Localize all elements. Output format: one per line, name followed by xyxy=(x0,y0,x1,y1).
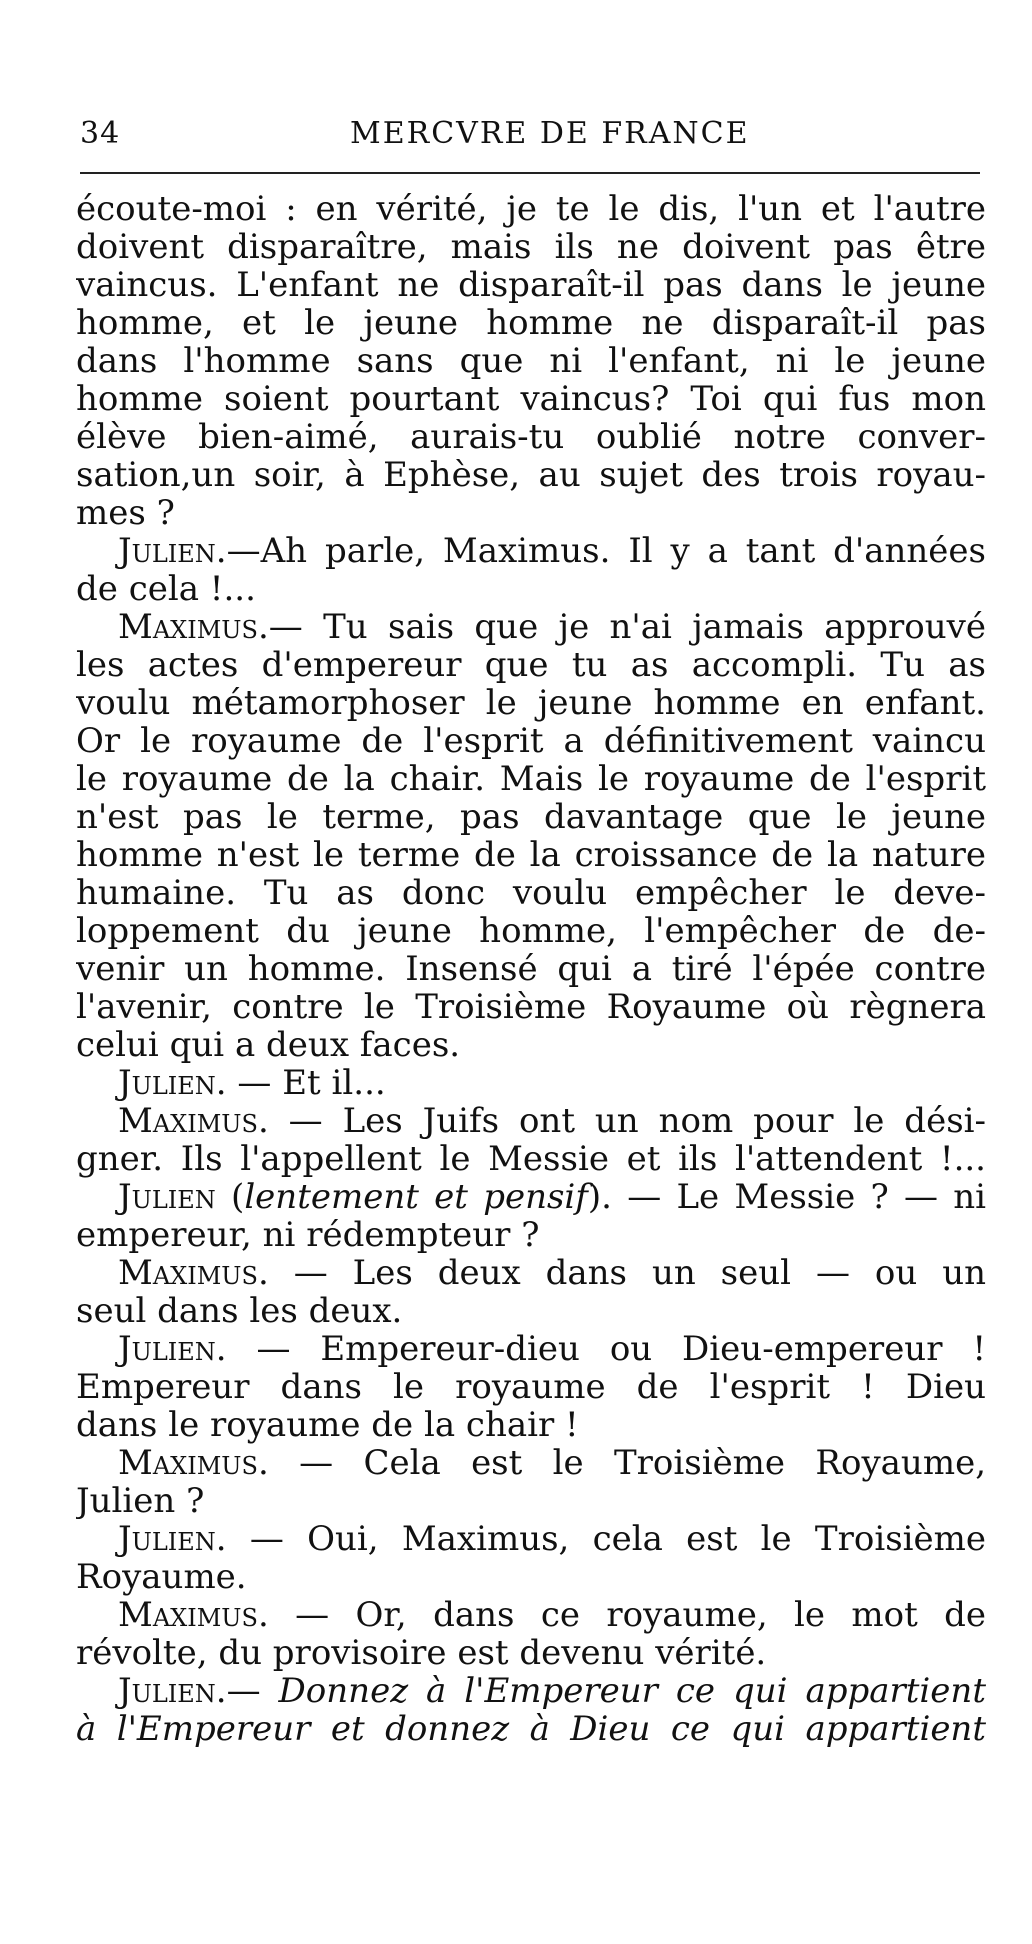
line-text: loppement du jeune homme, l'empêcher de de- xyxy=(76,912,986,950)
text-line xyxy=(76,1520,986,1558)
line-text: ( xyxy=(215,1178,245,1216)
text-line xyxy=(76,456,986,494)
text-line xyxy=(76,1140,986,1178)
line-text: — Oui, Maximus, cela est le Troisième xyxy=(226,1520,986,1558)
speaker-name: Maximus. xyxy=(118,1596,269,1634)
text-line xyxy=(76,418,986,456)
text-line xyxy=(76,304,986,342)
text-line xyxy=(76,760,986,798)
italic-text: Donnez à l'Empereur ce qui appartient xyxy=(278,1672,986,1710)
text-line xyxy=(76,836,986,874)
line-text: homme n'est le terme de la croissance de la nature xyxy=(76,836,986,874)
line-text: n'est pas le terme, pas davantage que le jeune xyxy=(76,798,986,836)
text-line xyxy=(76,190,986,228)
speaker-name: Julien xyxy=(118,1178,216,1216)
line-text: ). — Le Messie ? — ni xyxy=(587,1178,986,1216)
text-line xyxy=(76,1482,986,1520)
line-text: Royaume. xyxy=(76,1558,247,1596)
text-line xyxy=(76,608,986,646)
italic-text: lentement et pensif xyxy=(244,1178,588,1216)
line-text: homme soient pourtant vaincus? Toi qui fus mon xyxy=(76,380,986,418)
line-text: Or le royaume de l'esprit a définitivement vaincu xyxy=(76,722,986,760)
text-line xyxy=(76,722,986,760)
text-line xyxy=(76,228,986,266)
line-text: — Cela est le Troisième Royaume, xyxy=(268,1444,986,1482)
text-line xyxy=(76,380,986,418)
speaker-name: Julien. xyxy=(118,1672,227,1710)
speaker-name: Julien. xyxy=(118,1520,227,1558)
text-line xyxy=(76,570,986,608)
text-line xyxy=(76,494,986,532)
line-text: l'avenir, contre le Troisième Royaume où règnera xyxy=(76,988,986,1026)
italic-text: à l'Empereur et donnez à Dieu ce qui appartient xyxy=(76,1710,986,1748)
speaker-name: Maximus. xyxy=(118,1444,269,1482)
line-text: homme, et le jeune homme ne disparaît-il pas xyxy=(76,304,986,342)
line-text: humaine. Tu as donc voulu empêcher le deve- xyxy=(76,874,986,912)
text-line xyxy=(76,798,986,836)
line-text: —Ah parle, Maximus. Il y a tant d'années xyxy=(226,532,986,570)
line-text: seul dans les deux. xyxy=(76,1292,403,1330)
page-text xyxy=(76,190,986,1748)
header-rule xyxy=(80,172,980,174)
line-text: — Les deux dans un seul — ou un xyxy=(268,1254,986,1292)
speaker-name: Maximus. xyxy=(118,1102,269,1140)
text-line xyxy=(76,1102,986,1140)
text-line xyxy=(76,1330,986,1368)
line-text: de cela !... xyxy=(76,570,256,608)
line-text: écoute-moi : en vérité, je te le dis, l'un et l'autre xyxy=(76,190,986,228)
line-text: celui qui a deux faces. xyxy=(76,1026,461,1064)
text-line xyxy=(76,1634,986,1672)
text-line xyxy=(76,1444,986,1482)
text-line xyxy=(76,342,986,380)
text-line xyxy=(76,950,986,988)
text-line xyxy=(76,1292,986,1330)
line-text: Julien ? xyxy=(76,1482,205,1520)
page-number: 34 xyxy=(80,116,121,151)
text-line xyxy=(76,1178,986,1216)
text-line xyxy=(76,1064,986,1102)
page-header xyxy=(80,110,980,158)
line-text: empereur, ni rédempteur ? xyxy=(76,1216,540,1254)
text-line xyxy=(76,1368,986,1406)
text-line xyxy=(76,1026,986,1064)
text-line xyxy=(76,912,986,950)
line-text: dans le royaume de la chair ! xyxy=(76,1406,579,1444)
text-line xyxy=(76,646,986,684)
speaker-name: Julien. xyxy=(118,1064,227,1102)
speaker-name: Maximus. xyxy=(118,608,269,646)
line-text: venir un homme. Insensé qui a tiré l'épée contre xyxy=(76,950,986,988)
line-text: — Les Juifs ont un nom pour le dési- xyxy=(268,1102,986,1140)
text-line xyxy=(76,1406,986,1444)
running-title: MERCVRE DE FRANCE xyxy=(350,116,750,151)
text-line xyxy=(76,1254,986,1292)
line-text: les actes d'empereur que tu as accompli. Tu as xyxy=(76,646,986,684)
text-line xyxy=(76,1710,986,1748)
text-line xyxy=(76,266,986,304)
line-text: Empereur dans le royaume de l'esprit ! Dieu xyxy=(76,1368,986,1406)
text-line xyxy=(76,1596,986,1634)
line-text: vaincus. L'enfant ne disparaît-il pas dans le jeune xyxy=(76,266,986,304)
text-line xyxy=(76,988,986,1026)
text-line xyxy=(76,1672,986,1710)
speaker-name: Julien. xyxy=(118,1330,227,1368)
line-text: doivent disparaître, mais ils ne doivent pas être xyxy=(76,228,986,266)
line-text: — Empereur-dieu ou Dieu-empereur ! xyxy=(226,1330,986,1368)
speaker-name: Maximus. xyxy=(118,1254,269,1292)
text-line xyxy=(76,532,986,570)
line-text: voulu métamorphoser le jeune homme en enfant. xyxy=(76,684,986,722)
text-line xyxy=(76,1216,986,1254)
line-text: dans l'homme sans que ni l'enfant, ni le jeune xyxy=(76,342,986,380)
speaker-name: Julien. xyxy=(118,532,227,570)
line-text: le royaume de la chair. Mais le royaume de l'esprit xyxy=(76,760,986,798)
line-text: — Tu sais que je n'ai jamais approuvé xyxy=(268,608,986,646)
text-line xyxy=(76,874,986,912)
line-text: mes ? xyxy=(76,494,175,532)
text-line xyxy=(76,684,986,722)
line-text: révolte, du provisoire est devenu vérité. xyxy=(76,1634,767,1672)
line-text: gner. Ils l'appellent le Messie et ils l'attendent !... xyxy=(76,1140,986,1178)
line-text: — xyxy=(226,1672,279,1710)
line-text: — Or, dans ce royaume, le mot de xyxy=(268,1596,986,1634)
line-text: élève bien-aimé, aurais-tu oublié notre conver- xyxy=(76,418,986,456)
text-line xyxy=(76,1558,986,1596)
line-text: — Et il... xyxy=(226,1064,386,1102)
line-text: sation,un soir, à Ephèse, au sujet des trois royau- xyxy=(76,456,986,494)
